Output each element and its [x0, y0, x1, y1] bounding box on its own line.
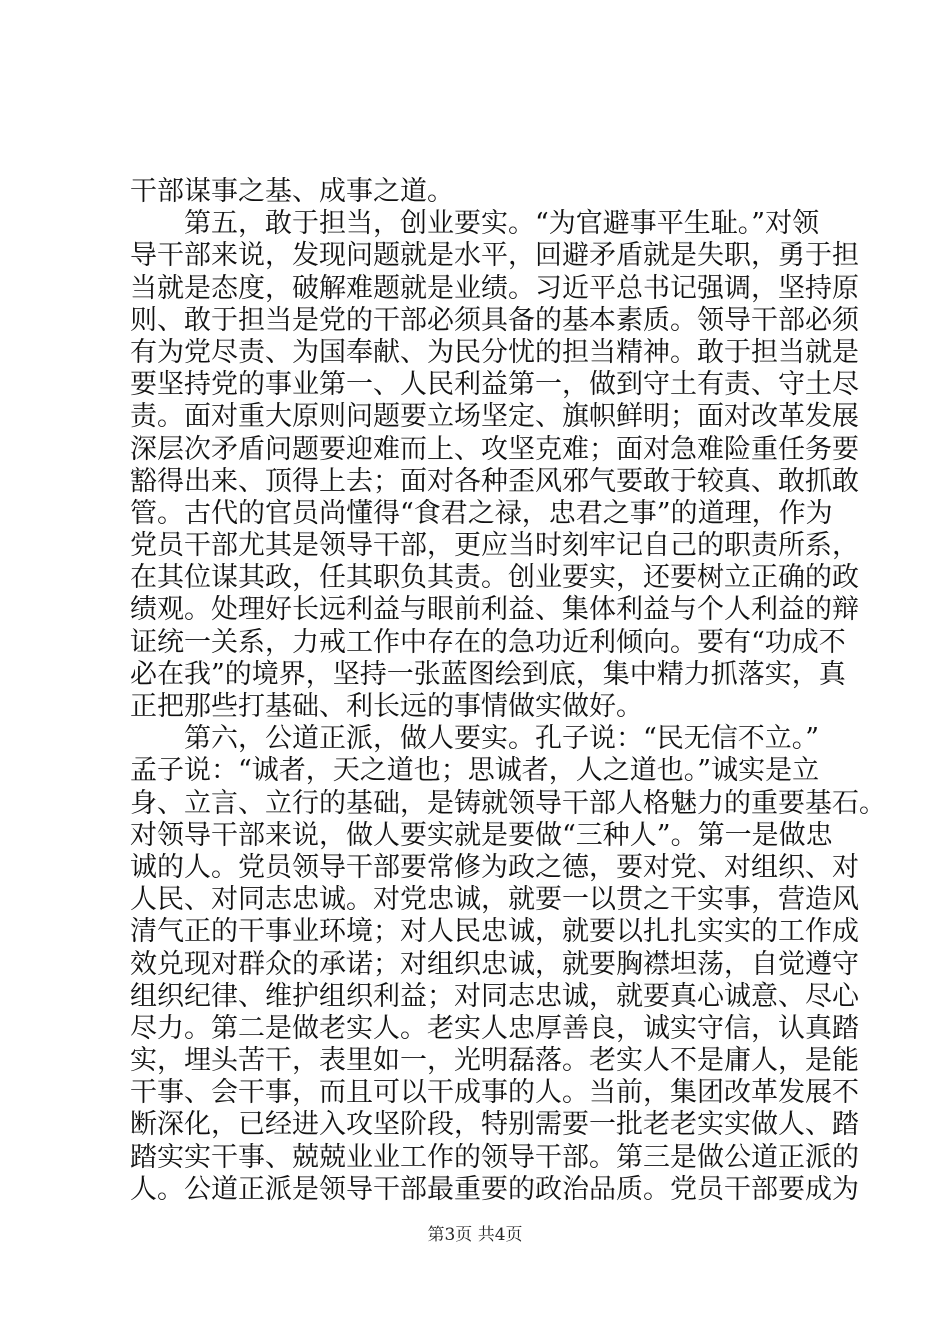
text-line: 导干部来说，发现问题就是水平，回避矛盾就是失职，勇于担 [130, 240, 859, 272]
text-line: 当就是态度，破解难题就是业绩。习近平总书记强调，坚持原 [130, 272, 859, 304]
text-line: 在其位谋其政，任其职负其责。创业要实，还要树立正确的政 [130, 562, 859, 594]
page-footer: 第3页 共4页 [427, 1225, 523, 1245]
text-line: 孟子说：“诚者，天之道也；思诚者，人之道也。”诚实是立 [130, 755, 820, 787]
text-line: 效兑现对群众的承诺；对组织忠诚，就要胸襟坦荡，自觉遵守 [130, 948, 859, 980]
text-line: 身、立言、立行的基础，是铸就领导干部人格魅力的重要基石。 [130, 787, 886, 819]
text-line: 断深化，已经进入攻坚阶段，特别需要一批老老实实做人、踏 [130, 1109, 859, 1141]
text-line: 清气正的干事业环境；对人民忠诚，就要以扎扎实实的工作成 [130, 916, 859, 948]
text-line: 要坚持党的事业第一、人民利益第一，做到守土有责、守土尽 [130, 369, 859, 401]
text-line: 人。公道正派是领导干部最重要的政治品质。党员干部要成为 [130, 1173, 859, 1205]
text-line: 第五，敢于担当，创业要实。“为官避事平生耻。”对领 [184, 208, 820, 240]
text-line: 责。面对重大原则问题要立场坚定、旗帜鲜明；面对改革发展 [130, 401, 859, 433]
text-line: 尽力。第二是做老实人。老实人忠厚善良，诚实守信，认真踏 [130, 1012, 859, 1044]
text-line: 管。古代的官员尚懂得“食君之禄，忠君之事”的道理，作为 [130, 497, 833, 529]
text-line: 必在我”的境界，坚持一张蓝图绘到底，集中精力抓落实，真 [130, 658, 846, 690]
text-line: 组织纪律、维护组织利益；对同志忠诚，就要真心诚意、尽心 [130, 980, 859, 1012]
text-line: 有为党尽责、为国奉献、为民分忧的担当精神。敢于担当就是 [130, 336, 859, 368]
text-line: 绩观。处理好长远利益与眼前利益、集体利益与个人利益的辩 [130, 594, 859, 626]
text-line: 人民、对同志忠诚。对党忠诚，就要一以贯之干实事，营造风 [130, 884, 859, 916]
text-line: 踏实实干事、兢兢业业工作的领导干部。第三是做公道正派的 [130, 1141, 859, 1173]
body-text [130, 176, 886, 1206]
text-line: 党员干部尤其是领导干部，更应当时刻牢记自己的职责所系， [130, 530, 859, 562]
text-line: 证统一关系，力戒工作中存在的急功近利倾向。要有“功成不 [130, 626, 846, 658]
text-line: 第六，公道正派，做人要实。孔子说：“民无信不立。” [184, 723, 820, 755]
text-line: 深层次矛盾问题要迎难而上、攻坚克难；面对急难险重任务要 [130, 433, 859, 465]
text-line: 干部谋事之基、成事之道。 [130, 176, 454, 207]
text-line: 豁得出来、顶得上去；面对各种歪风邪气要敢于较真、敢抓敢 [130, 465, 859, 497]
text-line: 对领导干部来说，做人要实就是要做“三种人”。第一是做忠 [130, 819, 833, 851]
text-line: 实，埋头苦干，表里如一，光明磊落。老实人不是庸人，是能 [130, 1045, 859, 1077]
text-line: 干事、会干事，而且可以干成事的人。当前，集团改革发展不 [130, 1077, 859, 1109]
text-line: 正把那些打基础、利长远的事情做实做好。 [130, 691, 643, 722]
text-line: 诚的人。党员领导干部要常修为政之德，要对党、对组织、对 [130, 851, 859, 883]
text-line: 则、敢于担当是党的干部必须具备的基本素质。领导干部必须 [130, 304, 859, 336]
